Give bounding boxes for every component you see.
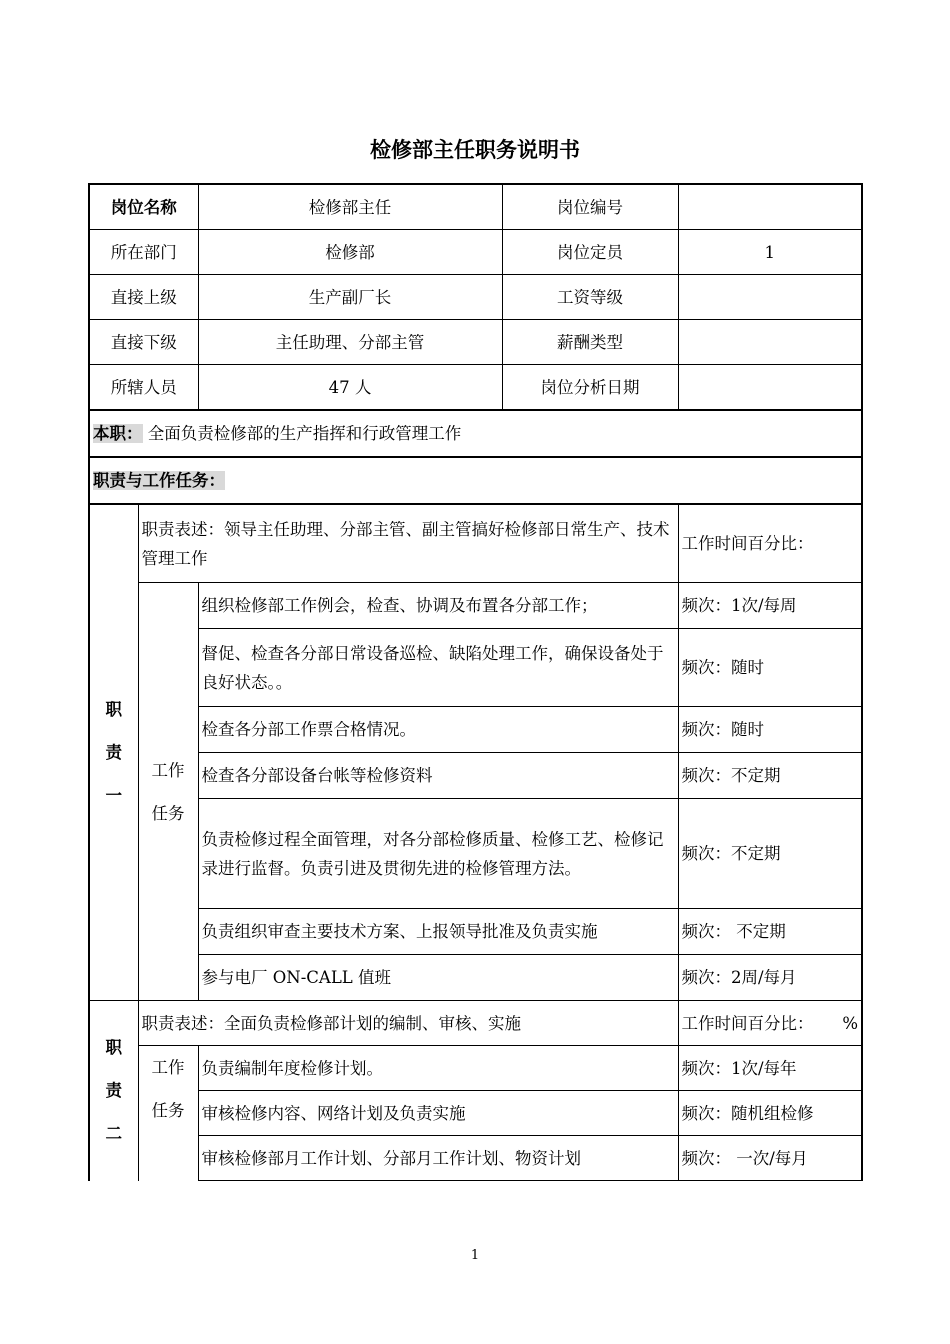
task-row [89, 955, 862, 1001]
task-frequency: 频次：随时 [678, 707, 862, 753]
info-row [89, 230, 862, 275]
duty2-task-label [138, 1046, 198, 1181]
task-frequency: 频次： 一次/每月 [678, 1136, 862, 1181]
info-value: 检修部 [198, 230, 502, 275]
info-value [678, 275, 862, 320]
info-label: 所在部门 [89, 230, 198, 275]
info-label: 直接上级 [89, 275, 198, 320]
info-row [89, 320, 862, 365]
task-label-line: 工作 [151, 760, 185, 780]
info-value [678, 365, 862, 411]
task-row [89, 1046, 862, 1091]
info-value [678, 184, 862, 230]
task-frequency: 频次：随机组检修 [678, 1091, 862, 1136]
task-row [89, 1091, 862, 1136]
duty2-description-row [89, 1001, 862, 1046]
info-value: 1 [678, 230, 862, 275]
duty1-label-char: 一 [105, 786, 122, 805]
duty1-time-percent: 工作时间百分比： [678, 504, 862, 583]
info-value: 检修部主任 [198, 184, 502, 230]
duty1-description-row [89, 504, 862, 583]
task-label-line: 工作 [151, 1058, 185, 1077]
task-text: 负责检修过程全面管理，对各分部检修质量、检修工艺、检修记录进行监督。负责引进及贯彻先进的检修管理方法。 [198, 799, 678, 909]
task-text: 审核检修部月工作计划、分部月工作计划、物资计划 [198, 1136, 678, 1181]
task-frequency: 频次：1次/每年 [678, 1046, 862, 1091]
duties-header-row [89, 457, 862, 504]
job-info-table [88, 183, 863, 411]
duty1-label-char: 责 [105, 743, 122, 762]
task-text: 负责编制年度检修计划。 [198, 1046, 678, 1091]
task-row [89, 753, 862, 799]
task-row [89, 1136, 862, 1181]
task-label-line: 任务 [151, 1101, 185, 1120]
duty1-label-char: 职 [105, 700, 122, 719]
duty2-label-char: 二 [105, 1124, 122, 1144]
info-label: 岗位定员 [502, 230, 678, 275]
task-text: 参与电厂 ON-CALL 值班 [198, 955, 678, 1001]
info-row [89, 184, 862, 230]
duties-table [88, 409, 863, 1181]
duty2-label [89, 1001, 138, 1181]
duty1-task-label [138, 583, 198, 1001]
task-text: 审核检修内容、网络计划及负责实施 [198, 1091, 678, 1136]
info-label: 岗位名称 [89, 184, 198, 230]
task-text: 检查各分部设备台帐等检修资料 [198, 753, 678, 799]
info-value: 47 人 [198, 365, 502, 411]
duty2-description: 职责表述：全面负责检修部计划的编制、审核、实施 [138, 1001, 678, 1046]
duty2-label-char: 责 [105, 1081, 122, 1101]
task-frequency: 频次：不定期 [678, 799, 862, 909]
summary-text: 全面负责检修部的生产指挥和行政管理工作 [147, 424, 462, 443]
task-frequency: 频次：不定期 [678, 753, 862, 799]
info-label: 薪酬类型 [502, 320, 678, 365]
summary-label: 本职： [93, 424, 143, 443]
duty1-label [89, 504, 138, 1001]
duty2-time-percent [678, 1001, 862, 1046]
task-row [89, 629, 862, 707]
info-label: 岗位编号 [502, 184, 678, 230]
page-number: 1 [470, 1248, 480, 1263]
task-frequency: 频次：随时 [678, 629, 862, 707]
summary-row [89, 410, 862, 457]
duty1-description: 职责表述：领导主任助理、分部主管、副主管搞好检修部日常生产、技术管理工作 [138, 504, 678, 583]
info-value [678, 320, 862, 365]
summary-cell [89, 410, 862, 457]
time-percent-unit: % [842, 1013, 858, 1033]
task-row [89, 583, 862, 629]
document-title: 检修部主任职务说明书 [370, 138, 580, 162]
task-row [89, 909, 862, 955]
task-text: 组织检修部工作例会，检查、协调及布置各分部工作； [198, 583, 678, 629]
info-value: 主任助理、分部主管 [198, 320, 502, 365]
task-frequency: 频次：1次/每周 [678, 583, 862, 629]
info-value: 生产副厂长 [198, 275, 502, 320]
task-row [89, 799, 862, 909]
duties-header-cell [89, 457, 862, 504]
task-frequency: 频次： 不定期 [678, 909, 862, 955]
info-label: 工资等级 [502, 275, 678, 320]
task-row [89, 707, 862, 753]
task-label-line: 任务 [151, 803, 185, 823]
info-label: 岗位分析日期 [502, 365, 678, 411]
task-text: 检查各分部工作票合格情况。 [198, 707, 678, 753]
info-label: 所辖人员 [89, 365, 198, 411]
task-text: 督促、检查各分部日常设备巡检、缺陷处理工作，确保设备处于良好状态。。 [198, 629, 678, 707]
info-label: 直接下级 [89, 320, 198, 365]
duty2-label-char: 职 [105, 1038, 122, 1058]
duties-header: 职责与工作任务： [93, 471, 225, 490]
info-row [89, 365, 862, 411]
info-row [89, 275, 862, 320]
task-text: 负责组织审查主要技术方案、上报领导批准及负责实施 [198, 909, 678, 955]
task-frequency: 频次：2周/每月 [678, 955, 862, 1001]
time-percent-label: 工作时间百分比： [681, 1013, 814, 1033]
